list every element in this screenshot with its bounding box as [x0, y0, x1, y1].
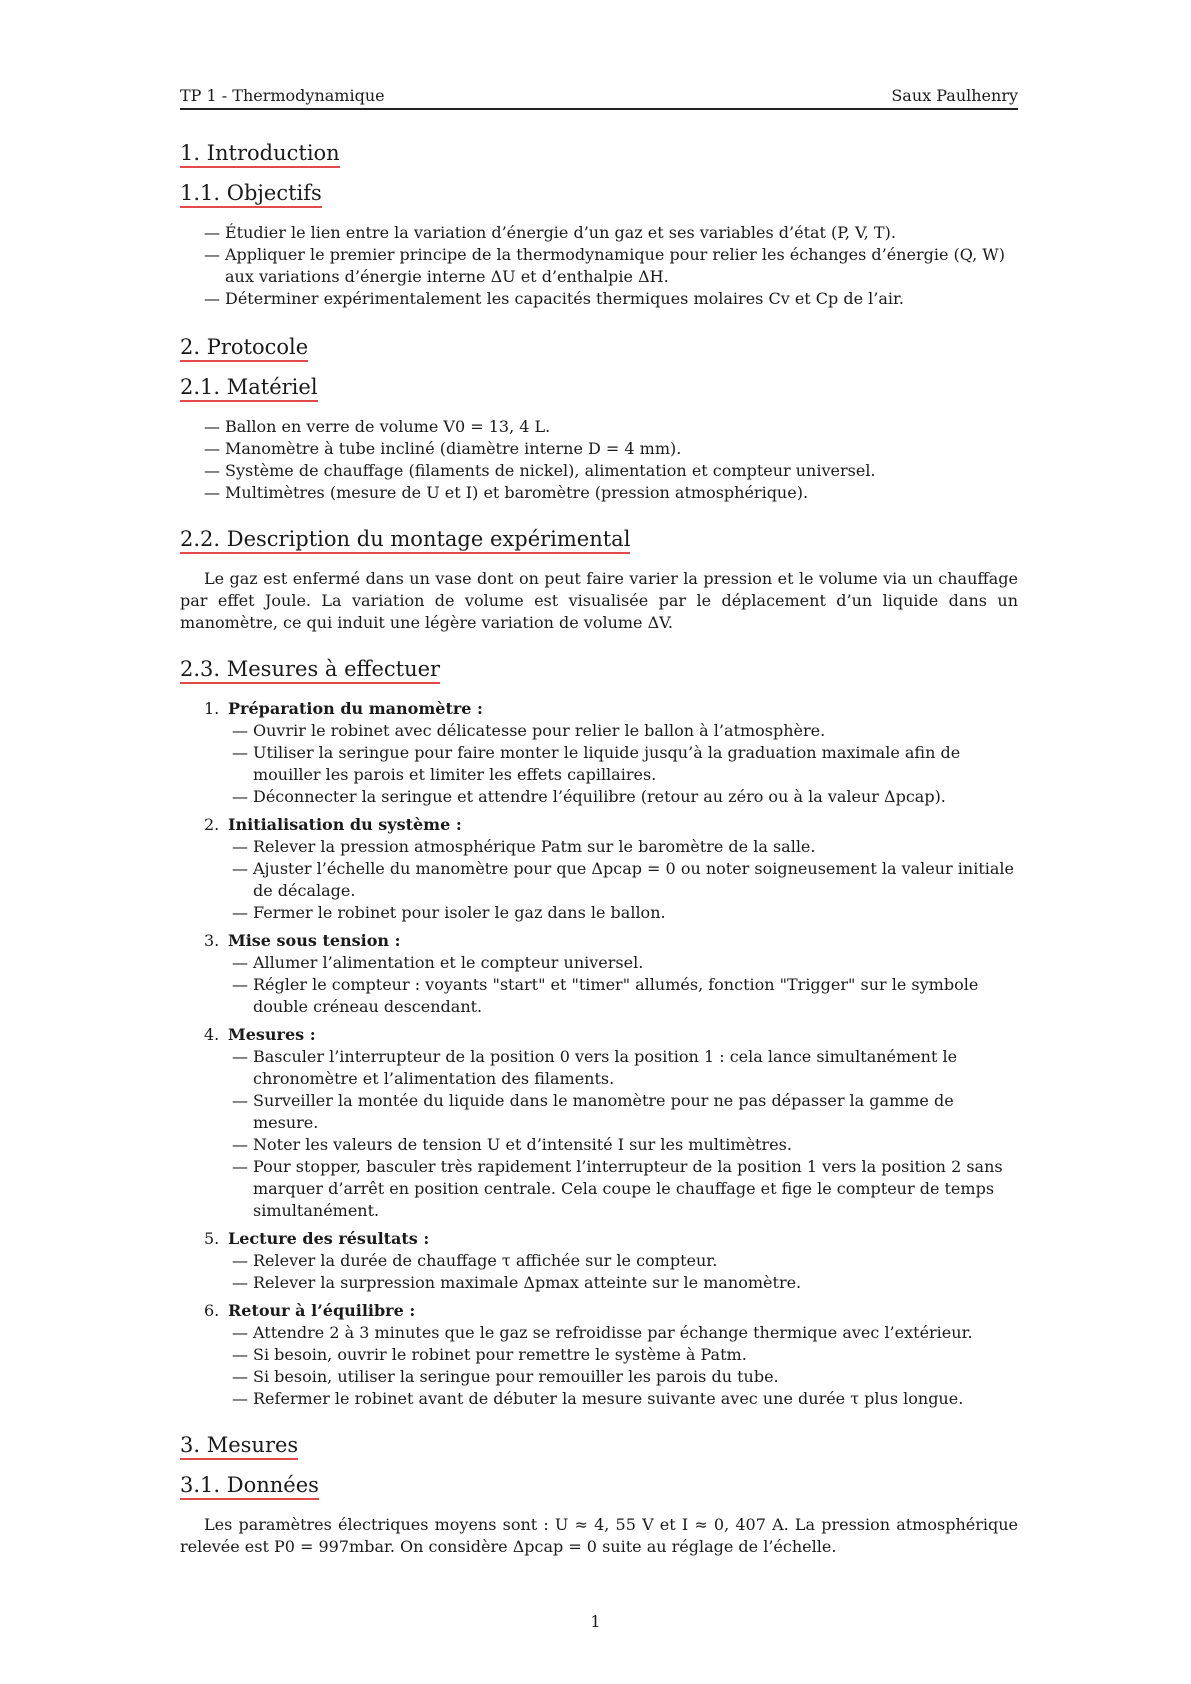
list-item: — Déterminer expérimentalement les capacités thermiques molaires Cv et Cp de l’air.	[204, 288, 1018, 310]
step-sublist	[228, 1250, 1018, 1294]
list-item: — Ouvrir le robinet avec délicatesse pour relier le ballon à l’atmosphère.	[232, 720, 1018, 742]
section-mesures-effectuer-title: 2.3. Mesures à effectuer	[180, 656, 440, 684]
step-title: Initialisation du système :	[228, 815, 462, 834]
step-number: 4.	[204, 1025, 220, 1044]
list-item: — Relever la surpression maximale Δpmax atteinte sur le manomètre.	[232, 1272, 1018, 1294]
list-item: — Déconnecter la seringue et attendre l’équilibre (retour au zéro ou à la valeur Δpcap).	[232, 786, 1018, 808]
donnees-paragraph: Les paramètres électriques moyens sont : U ≈ 4, 55 V et I ≈ 0, 407 A. La pression atmosphérique relevée est P0 = 997mbar. On considère Δpcap = 0 suite au réglage de l’échelle.	[180, 1515, 1018, 1556]
step-sublist	[228, 836, 1018, 924]
list-item: — Pour stopper, basculer très rapidement l’interrupteur de la position 1 vers la position 2 sans marquer d’arrêt en position centrale. Cela coupe le chauffage et fige le compteur de temps simultanément.	[232, 1156, 1018, 1222]
step-item	[204, 1024, 1018, 1222]
step-item	[204, 698, 1018, 808]
list-item: — Multimètres (mesure de U et I) et baromètre (pression atmosphérique).	[204, 482, 1018, 504]
step-title: Mesures :	[228, 1025, 316, 1044]
step-title: Lecture des résultats :	[228, 1229, 430, 1248]
list-item: — Noter les valeurs de tension U et d’intensité I sur les multimètres.	[232, 1134, 1018, 1156]
section-donnees-title: 3.1. Données	[180, 1472, 319, 1500]
step-sublist	[228, 720, 1018, 808]
section-objectifs-title: 1.1. Objectifs	[180, 180, 322, 208]
step-number: 5.	[204, 1229, 220, 1248]
step-number: 2.	[204, 815, 220, 834]
list-item: — Appliquer le premier principe de la thermodynamique pour relier les échanges d’énergie (Q, W) aux variations d’énergie interne ΔU et d’enthalpie ΔH.	[204, 244, 1018, 288]
list-item: — Fermer le robinet pour isoler le gaz dans le ballon.	[232, 902, 1018, 924]
page-number: 1	[590, 1612, 601, 1631]
step-sublist	[228, 1046, 1018, 1222]
page-header	[180, 86, 1018, 110]
header-title: TP 1 - Thermodynamique	[180, 86, 385, 105]
step-title: Préparation du manomètre :	[228, 699, 483, 718]
step-item	[204, 814, 1018, 924]
step-sublist	[228, 1322, 1018, 1410]
list-item: — Allumer l’alimentation et le compteur universel.	[232, 952, 1018, 974]
section-introduction-title: 1. Introduction	[180, 140, 340, 168]
list-item: — Relever la durée de chauffage τ affichée sur le compteur.	[232, 1250, 1018, 1272]
list-item: — Basculer l’interrupteur de la position 0 vers la position 1 : cela lance simultanément le chronomètre et l’alimentation des filaments.	[232, 1046, 1018, 1090]
step-number: 3.	[204, 931, 220, 950]
list-item: — Si besoin, utiliser la seringue pour remouiller les parois du tube.	[232, 1366, 1018, 1388]
step-number: 1.	[204, 699, 220, 718]
section-materiel-title: 2.1. Matériel	[180, 374, 318, 402]
step-item	[204, 1300, 1018, 1410]
page-body	[180, 140, 1018, 1576]
objectifs-list	[180, 222, 1018, 310]
list-item: — Manomètre à tube incliné (diamètre interne D = 4 mm).	[204, 438, 1018, 460]
list-item: — Étudier le lien entre la variation d’énergie d’un gaz et ses variables d’état (P, V, T).	[204, 222, 1018, 244]
step-title: Mise sous tension :	[228, 931, 401, 950]
list-item: — Refermer le robinet avant de débuter la mesure suivante avec une durée τ plus longue.	[232, 1388, 1018, 1410]
list-item: — Si besoin, ouvrir le robinet pour remettre le système à Patm.	[232, 1344, 1018, 1366]
list-item: — Attendre 2 à 3 minutes que le gaz se refroidisse par échange thermique avec l’extérieur.	[232, 1322, 1018, 1344]
list-item: — Utiliser la seringue pour faire monter le liquide jusqu’à la graduation maximale afin de mouiller les parois et limiter les effets capillaires.	[232, 742, 1018, 786]
list-item: — Relever la pression atmosphérique Patm sur le baromètre de la salle.	[232, 836, 1018, 858]
step-number: 6.	[204, 1301, 220, 1320]
montage-paragraph: Le gaz est enfermé dans un vase dont on peut faire varier la pression et le volume via un chauffage par effet Joule. La variation de volume est visualisée par le déplacement d’un liquide dans un manomètre, ce qui induit une légère variation de volume ΔV.	[180, 569, 1018, 632]
list-item: — Système de chauffage (filaments de nickel), alimentation et compteur universel.	[204, 460, 1018, 482]
list-item: — Surveiller la montée du liquide dans le manomètre pour ne pas dépasser la gamme de mesure.	[232, 1090, 1018, 1134]
list-item: — Ballon en verre de volume V0 = 13, 4 L.	[204, 416, 1018, 438]
section-montage-title: 2.2. Description du montage expérimental	[180, 526, 630, 554]
list-item: — Régler le compteur : voyants "start" et "timer" allumés, fonction "Trigger" sur le symbole double créneau descendant.	[232, 974, 1018, 1018]
materiel-list	[180, 416, 1018, 504]
step-sublist	[228, 952, 1018, 1018]
step-item	[204, 930, 1018, 1018]
section-mesures-title: 3. Mesures	[180, 1432, 298, 1460]
step-title: Retour à l’équilibre :	[228, 1301, 416, 1320]
header-author: Saux Paulhenry	[891, 86, 1018, 105]
step-item	[204, 1228, 1018, 1294]
steps-list	[180, 698, 1018, 1410]
list-item: — Ajuster l’échelle du manomètre pour que Δpcap = 0 ou noter soigneusement la valeur initiale de décalage.	[232, 858, 1018, 902]
section-protocole-title: 2. Protocole	[180, 334, 308, 362]
